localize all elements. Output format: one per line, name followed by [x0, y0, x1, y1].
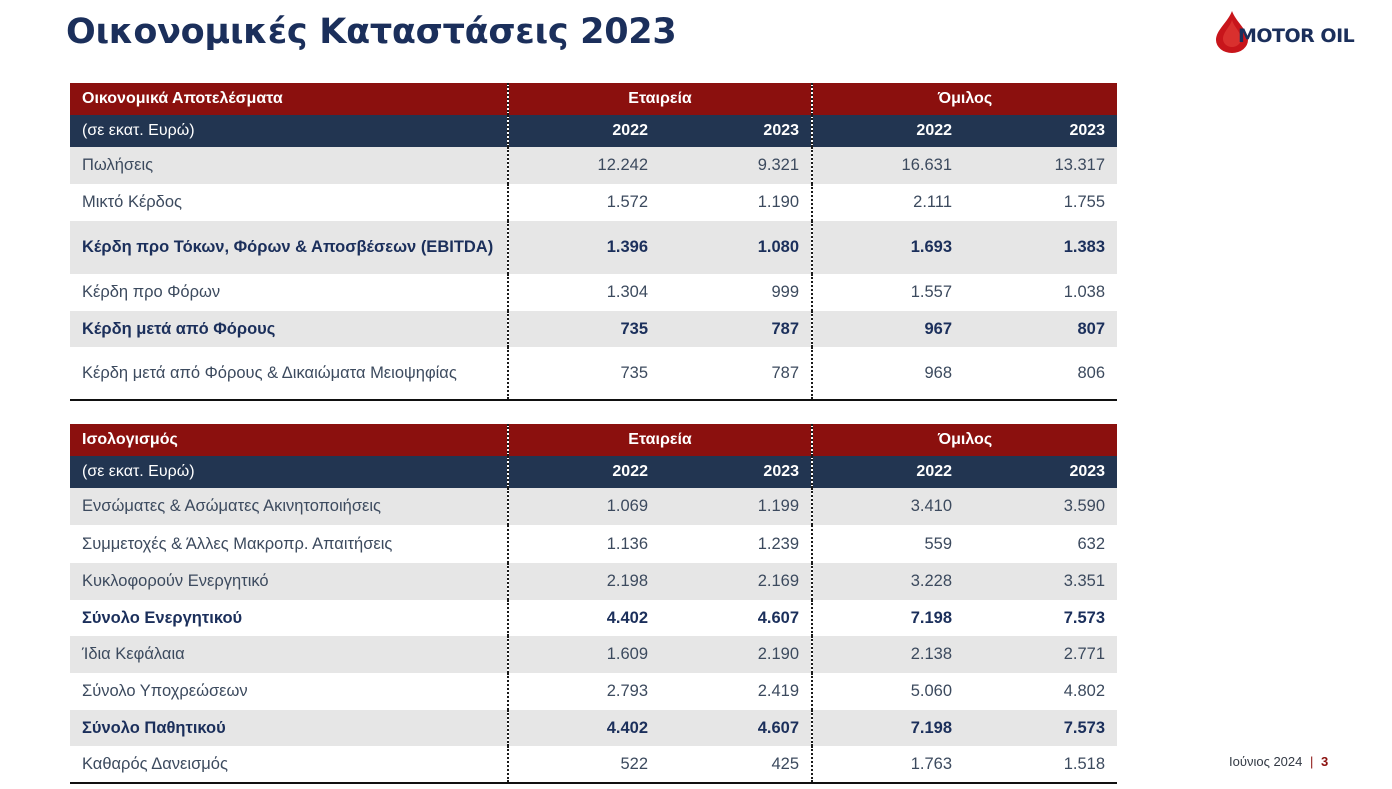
value-cell: 1.136 — [508, 525, 660, 563]
value-cell: 16.631 — [812, 147, 964, 184]
value-cell: 3.228 — [812, 563, 964, 600]
row-label: Κέρδη προ Τόκων, Φόρων & Αποσβέσεων (EBITDA) — [82, 238, 494, 256]
company-group-label: Εταιρεία — [508, 424, 812, 456]
year-header: 2023 — [763, 463, 800, 480]
row-label: Συμμετοχές & Άλλες Μακροπρ. Απαιτήσεις — [82, 534, 393, 553]
income-subheader-row — [70, 115, 1117, 147]
value-cell: 1.199 — [757, 497, 800, 515]
value-cell: 806 — [964, 347, 1117, 400]
table-row — [70, 311, 1117, 347]
value-cell: 3.410 — [812, 488, 964, 525]
table-row — [70, 563, 1117, 600]
value-cell: 2.169 — [757, 572, 800, 590]
value-cell: 632 — [1077, 534, 1106, 553]
year-header: 2022 — [812, 456, 964, 488]
balance-table — [70, 424, 1117, 784]
value-cell: 1.304 — [508, 274, 660, 311]
logo-text: MOTOR OIL — [1238, 25, 1355, 47]
row-label: Ενσώματες & Ασώματες Ακινητοποιήσεις — [82, 497, 381, 515]
value-cell: 522 — [508, 746, 660, 783]
group-group-label: Όμιλος — [812, 83, 1117, 115]
value-cell: 3.351 — [1063, 572, 1106, 590]
value-cell: 13.317 — [1054, 156, 1106, 174]
value-cell: 559 — [812, 525, 964, 563]
value-cell: 1.763 — [812, 746, 964, 783]
value-cell: 2.198 — [508, 563, 660, 600]
value-cell: 1.693 — [812, 221, 964, 274]
row-label: Σύνολο Υποχρεώσεων — [82, 682, 248, 700]
year-header: 2023 — [763, 122, 800, 139]
table-row — [70, 525, 1117, 563]
income-header-row — [70, 83, 1117, 115]
row-label: Κέρδη μετά από Φόρους & Δικαιώματα Μειοψηφίας — [70, 347, 508, 400]
year-header: 2022 — [812, 115, 964, 147]
value-cell: 735 — [508, 347, 660, 400]
page-number: 3 — [1321, 754, 1329, 769]
value-cell: 1.080 — [757, 238, 800, 256]
value-cell: 735 — [508, 311, 660, 347]
value-cell: 4.607 — [757, 718, 800, 737]
value-cell: 1.038 — [1063, 283, 1106, 301]
table-row — [70, 710, 1117, 746]
balance-section-title: Ισολογισμός — [82, 431, 178, 448]
value-cell: 425 — [660, 746, 812, 783]
value-cell: 2.190 — [757, 645, 800, 663]
value-cell: 1.572 — [508, 184, 660, 221]
value-cell: 999 — [771, 283, 800, 301]
table-row — [70, 184, 1117, 221]
value-cell: 2.793 — [508, 673, 660, 710]
value-cell: 3.590 — [1063, 497, 1106, 515]
year-header: 2023 — [1069, 463, 1106, 480]
value-cell: 1.190 — [757, 193, 800, 211]
row-label: Κυκλοφορούν Ενεργητικό — [82, 572, 269, 590]
table-row — [70, 636, 1117, 673]
value-cell: 7.573 — [1063, 608, 1106, 627]
value-cell: 1.518 — [964, 746, 1117, 783]
page-title: Οικονομικές Καταστάσεις 2023 — [66, 12, 677, 52]
value-cell: 1.609 — [508, 636, 660, 673]
year-header: 2022 — [508, 115, 660, 147]
table-row — [70, 746, 1117, 783]
year-header: 2023 — [1069, 122, 1106, 139]
footer-separator: | — [1310, 754, 1314, 769]
value-cell: 1.239 — [757, 534, 800, 553]
table-row — [70, 221, 1117, 274]
motor-oil-logo — [1212, 8, 1355, 54]
value-cell: 12.242 — [508, 147, 660, 184]
units-label: (σε εκατ. Ευρώ) — [82, 463, 195, 480]
value-cell: 4.607 — [757, 608, 800, 627]
value-cell: 1.383 — [1063, 238, 1106, 256]
value-cell: 1.396 — [508, 221, 660, 274]
table-row — [70, 274, 1117, 311]
group-group-label: Όμιλος — [812, 424, 1117, 456]
row-label: Ίδια Κεφάλαια — [82, 645, 185, 663]
value-cell: 4.402 — [508, 600, 660, 636]
value-cell: 1.069 — [508, 488, 660, 525]
value-cell: 7.573 — [1063, 718, 1106, 737]
value-cell: 807 — [1077, 319, 1106, 338]
value-cell: 7.198 — [812, 600, 964, 636]
value-cell: 4.802 — [1063, 682, 1106, 700]
value-cell: 7.198 — [812, 710, 964, 746]
units-label: (σε εκατ. Ευρώ) — [82, 122, 195, 139]
row-label: Κέρδη προ Φόρων — [82, 283, 221, 301]
value-cell: 968 — [812, 347, 964, 400]
value-cell: 9.321 — [757, 156, 800, 174]
value-cell: 967 — [812, 311, 964, 347]
balance-subheader-row — [70, 456, 1117, 488]
table-row — [70, 488, 1117, 525]
row-label: Σύνολο Παθητικού — [82, 718, 226, 737]
income-table — [70, 83, 1117, 401]
row-label: Κέρδη μετά από Φόρους — [82, 319, 276, 338]
value-cell: 787 — [660, 347, 812, 400]
company-group-label: Εταιρεία — [508, 83, 812, 115]
value-cell: 1.755 — [1063, 193, 1106, 211]
balance-header-row — [70, 424, 1117, 456]
row-label: Πωλήσεις — [82, 156, 154, 174]
value-cell: 787 — [771, 319, 800, 338]
value-cell: 2.771 — [1063, 645, 1106, 663]
row-label: Καθαρός Δανεισμός — [70, 746, 508, 783]
table-row — [70, 147, 1117, 184]
table-row — [70, 673, 1117, 710]
value-cell: 1.557 — [812, 274, 964, 311]
value-cell: 5.060 — [812, 673, 964, 710]
row-label: Σύνολο Ενεργητικού — [82, 608, 243, 627]
table-row — [70, 600, 1117, 636]
income-section-title: Οικονομικά Αποτελέσματα — [82, 90, 283, 107]
table-row — [70, 347, 1117, 400]
year-header: 2022 — [508, 456, 660, 488]
row-label: Μικτό Κέρδος — [82, 193, 182, 211]
value-cell: 4.402 — [508, 710, 660, 746]
footer — [1229, 754, 1328, 769]
value-cell: 2.111 — [812, 184, 964, 221]
footer-date: Ιούνιος 2024 — [1229, 754, 1303, 769]
value-cell: 2.419 — [757, 682, 800, 700]
value-cell: 2.138 — [812, 636, 964, 673]
